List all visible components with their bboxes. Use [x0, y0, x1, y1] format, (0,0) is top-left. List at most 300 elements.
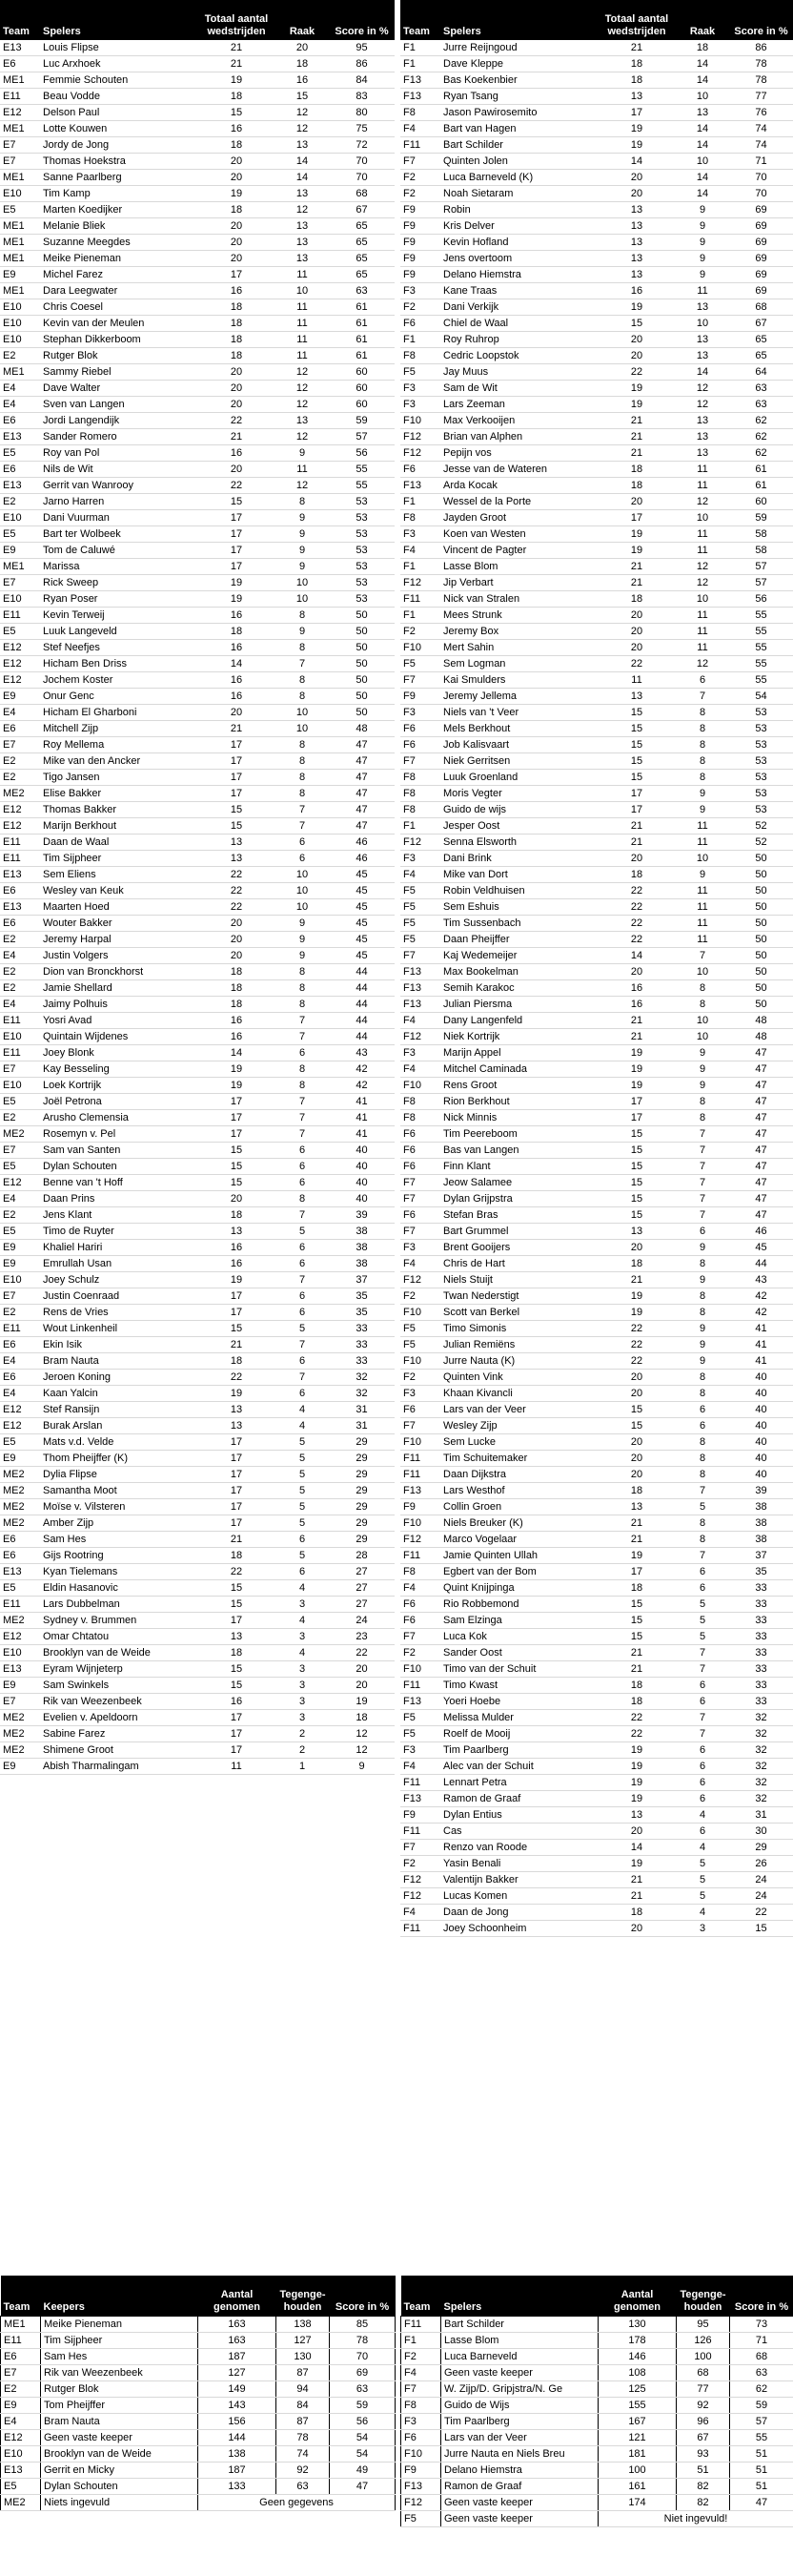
- cell-hits: 63: [276, 2479, 330, 2495]
- cell-name: Wesley Zijp: [440, 1418, 598, 1434]
- cell-name: Dani Vuurman: [40, 510, 197, 526]
- table-row: [0, 1710, 395, 1726]
- table-row: [400, 1207, 793, 1224]
- cell-total: 21: [197, 1532, 275, 1548]
- cell-hits: 8: [275, 1078, 329, 1094]
- table-row: [1, 2317, 396, 2333]
- cell-score: 47: [729, 1110, 793, 1126]
- table-row: [400, 478, 793, 494]
- table-row: [0, 235, 395, 251]
- cell-hits: 7: [275, 1013, 329, 1029]
- cell-name: Emrullah Usan: [40, 1256, 197, 1272]
- cell-name: Amber Zijp: [40, 1515, 197, 1532]
- cell-hits: 9: [275, 543, 329, 559]
- cell-name: Samantha Moot: [40, 1483, 197, 1499]
- cell-name: Tom Pheijffer: [41, 2398, 198, 2414]
- cell-team: F13: [401, 2479, 441, 2495]
- cell-score: 44: [329, 964, 395, 980]
- cell-team: F10: [400, 1305, 440, 1321]
- cell-hits: 6: [275, 1305, 329, 1321]
- cell-team: F7: [400, 1175, 440, 1191]
- cell-team: F11: [400, 1467, 440, 1483]
- cell-hits: 14: [676, 170, 729, 186]
- cell-score: 65: [329, 267, 395, 283]
- cell-score: 12: [329, 1742, 395, 1759]
- cell-score: 47: [729, 1191, 793, 1207]
- cell-hits: 8: [275, 1191, 329, 1207]
- cell-total: 13: [598, 1807, 676, 1824]
- table-row: [1, 2333, 396, 2349]
- cell-team: E6: [0, 413, 40, 429]
- cell-score: 41: [729, 1337, 793, 1353]
- cell-team: F11: [400, 591, 440, 608]
- cell-hits: 5: [275, 1548, 329, 1564]
- cell-hits: 7: [275, 656, 329, 672]
- cell-team: F6: [400, 1207, 440, 1224]
- table-row: [400, 1029, 793, 1045]
- cell-hits: 18: [275, 56, 329, 72]
- cell-team: F5: [400, 1710, 440, 1726]
- cell-hits: 10: [676, 591, 729, 608]
- cell-name: Niels Breuker (K): [440, 1515, 598, 1532]
- cell-team: F11: [401, 2317, 441, 2333]
- cell-score: 23: [329, 1629, 395, 1645]
- cell-score: 63: [329, 283, 395, 299]
- cell-name: Jay Muus: [440, 364, 598, 381]
- cell-score: 50: [329, 608, 395, 624]
- cell-score: 59: [330, 2398, 396, 2414]
- cell-name: Jeremy Harpal: [40, 932, 197, 948]
- cell-team: F2: [400, 170, 440, 186]
- cell-hits: 9: [676, 235, 729, 251]
- cell-score: 38: [329, 1256, 395, 1272]
- table-row: [0, 1370, 395, 1386]
- cell-name: Niets ingevuld: [41, 2495, 198, 2511]
- cell-team: F6: [400, 316, 440, 332]
- cell-team: E2: [0, 964, 40, 980]
- cell-name: Niek Gerritsen: [440, 753, 598, 770]
- cell-team: E2: [0, 753, 40, 770]
- cell-total: 13: [598, 689, 676, 705]
- cell-team: F1: [401, 2333, 441, 2349]
- table-row: [400, 381, 793, 397]
- cell-total: 17: [197, 526, 275, 543]
- cell-total: 18: [197, 1353, 275, 1370]
- cell-team: E9: [0, 267, 40, 283]
- cell-name: Delano Hiemstra: [441, 2463, 599, 2479]
- cell-score: 44: [329, 1013, 395, 1029]
- cell-total: 20: [197, 948, 275, 964]
- cell-score: 53: [729, 753, 793, 770]
- cell-total: 18: [197, 202, 275, 218]
- cell-name: Daan de Jong: [440, 1905, 598, 1921]
- cell-score: 46: [329, 835, 395, 851]
- cell-hits: 7: [275, 1370, 329, 1386]
- cell-team: F10: [400, 413, 440, 429]
- cell-score: 33: [729, 1661, 793, 1678]
- cell-name: Tim Paarlberg: [441, 2414, 599, 2430]
- cell-score: 50: [729, 948, 793, 964]
- cell-name: Bram Nauta: [40, 1353, 197, 1370]
- cell-hits: 5: [676, 1856, 729, 1872]
- cell-name: Tim Sijpheer: [41, 2333, 198, 2349]
- cell-score: 43: [729, 1272, 793, 1288]
- cell-team: E9: [0, 1759, 40, 1775]
- cell-name: Stef Neefjes: [40, 640, 197, 656]
- cell-score: 39: [729, 1483, 793, 1499]
- table-row: [400, 299, 793, 316]
- cell-hits: 8: [676, 1305, 729, 1321]
- cell-score: 9: [329, 1759, 395, 1775]
- cell-name: Loek Kortrijk: [40, 1078, 197, 1094]
- table-row: [400, 1175, 793, 1191]
- table-row: [400, 1483, 793, 1499]
- table-row: [0, 332, 395, 348]
- cell-team: ME1: [0, 364, 40, 381]
- cell-name: Jeow Salamee: [440, 1175, 598, 1191]
- cell-name: Noah Sietaram: [440, 186, 598, 202]
- cell-score: 37: [729, 1548, 793, 1564]
- cell-hits: 13: [676, 348, 729, 364]
- cell-hits: 10: [676, 1029, 729, 1045]
- table-row: [0, 397, 395, 413]
- cell-name: Alec van der Schuit: [440, 1759, 598, 1775]
- cell-team: F8: [400, 1094, 440, 1110]
- cell-score: 46: [329, 851, 395, 867]
- cell-team: E4: [0, 1353, 40, 1370]
- cell-score: 40: [329, 1143, 395, 1159]
- cell-score: 60: [329, 364, 395, 381]
- cell-name: Kaan Yalcin: [40, 1386, 197, 1402]
- cell-hits: 9: [676, 1240, 729, 1256]
- table-row: [400, 964, 793, 980]
- cell-hits: 7: [676, 1191, 729, 1207]
- cell-name: Lasse Blom: [441, 2333, 599, 2349]
- cell-total: 19: [598, 1061, 676, 1078]
- cell-score: 35: [329, 1305, 395, 1321]
- cell-hits: 2: [275, 1726, 329, 1742]
- cell-total: 121: [599, 2430, 677, 2446]
- cell-score: 63: [729, 397, 793, 413]
- cell-name: Khaliel Hariri: [40, 1240, 197, 1256]
- cell-total: 15: [598, 1126, 676, 1143]
- cell-name: Roy Mellema: [40, 737, 197, 753]
- cell-score: 45: [329, 867, 395, 883]
- table-row: [0, 1143, 395, 1159]
- cell-score: 44: [329, 997, 395, 1013]
- cell-team: F9: [401, 2463, 441, 2479]
- cell-name: Jaimy Polhuis: [40, 997, 197, 1013]
- cell-name: Dany Langenfeld: [440, 1013, 598, 1029]
- cell-total: 19: [197, 591, 275, 608]
- table-row: [400, 980, 793, 997]
- cell-total: 19: [598, 1775, 676, 1791]
- cell-score: 32: [729, 1710, 793, 1726]
- cell-name: Mees Strunk: [440, 608, 598, 624]
- cell-name: Thom Pheijffer (K): [40, 1451, 197, 1467]
- cell-hits: 5: [275, 1467, 329, 1483]
- table-row: [400, 1386, 793, 1402]
- cell-hits: 11: [676, 462, 729, 478]
- cell-team: F12: [400, 1888, 440, 1905]
- table-row: [0, 1061, 395, 1078]
- cell-score: 41: [329, 1126, 395, 1143]
- cell-hits: 9: [676, 786, 729, 802]
- cell-team: E2: [0, 494, 40, 510]
- cell-team: F9: [400, 251, 440, 267]
- cell-name: Stefan Bras: [440, 1207, 598, 1224]
- cell-team: F12: [400, 835, 440, 851]
- cell-total: 19: [598, 526, 676, 543]
- cell-team: F7: [400, 1629, 440, 1645]
- cell-score: 50: [729, 932, 793, 948]
- table-row: [401, 2333, 793, 2349]
- table-row: [400, 867, 793, 883]
- cell-team: F3: [400, 851, 440, 867]
- cell-score: 29: [329, 1451, 395, 1467]
- cell-hits: 6: [275, 1256, 329, 1272]
- cell-hits: 9: [676, 251, 729, 267]
- cell-total: 22: [598, 932, 676, 948]
- cell-hits: 14: [676, 56, 729, 72]
- cell-hits: 9: [275, 948, 329, 964]
- table-row: [0, 1597, 395, 1613]
- cell-score: 78: [729, 72, 793, 89]
- cell-hits: 6: [275, 1564, 329, 1580]
- cell-hits: 10: [275, 721, 329, 737]
- cell-hits: 11: [275, 462, 329, 478]
- cell-total: 19: [598, 397, 676, 413]
- cell-team: ME1: [0, 170, 40, 186]
- cell-name: Geen vaste keeper: [441, 2495, 599, 2511]
- header-team: Team: [400, 0, 440, 40]
- cell-team: E7: [0, 1288, 40, 1305]
- cell-name: Lars Dubbelman: [40, 1597, 197, 1613]
- cell-name: Ramon de Graaf: [441, 2479, 599, 2495]
- cell-total: 21: [197, 721, 275, 737]
- cell-team: F11: [400, 1775, 440, 1791]
- cell-hits: 7: [275, 1110, 329, 1126]
- cell-name: Ekin Isik: [40, 1337, 197, 1353]
- cell-hits: 8: [676, 1467, 729, 1483]
- cell-name: Sam Hes: [41, 2349, 198, 2365]
- table-row: [401, 2430, 793, 2446]
- cell-score: 60: [329, 397, 395, 413]
- cell-score: 29: [329, 1483, 395, 1499]
- cell-total: 21: [598, 1661, 676, 1678]
- cell-total: 16: [197, 672, 275, 689]
- cell-total: 20: [197, 218, 275, 235]
- cell-score: 42: [729, 1305, 793, 1321]
- cell-score: 38: [729, 1515, 793, 1532]
- cell-name: Marijn Appel: [440, 1045, 598, 1061]
- cell-total: 18: [598, 591, 676, 608]
- cell-name: Chris Coesel: [40, 299, 197, 316]
- table-row: [400, 1499, 793, 1515]
- table-row: [0, 1564, 395, 1580]
- cell-name: Brent Gooijers: [440, 1240, 598, 1256]
- cell-name: Tigo Jansen: [40, 770, 197, 786]
- cell-team: E11: [0, 89, 40, 105]
- cell-name: Yosri Avad: [40, 1013, 197, 1029]
- cell-hits: 14: [275, 170, 329, 186]
- cell-team: E10: [0, 510, 40, 526]
- table-row: [0, 1029, 395, 1045]
- cell-team: E10: [0, 316, 40, 332]
- cell-team: F9: [400, 689, 440, 705]
- cell-total: 20: [197, 1191, 275, 1207]
- cell-hits: 9: [676, 1337, 729, 1353]
- cell-hits: 13: [676, 332, 729, 348]
- cell-hits: 6: [676, 1824, 729, 1840]
- cell-name: Dara Leegwater: [40, 283, 197, 299]
- cell-team: F4: [400, 1905, 440, 1921]
- cell-name: Gijs Rootring: [40, 1548, 197, 1564]
- cell-team: E11: [0, 835, 40, 851]
- cell-hits: 87: [276, 2365, 330, 2381]
- cell-team: F6: [400, 1143, 440, 1159]
- cell-total: 19: [598, 1742, 676, 1759]
- cell-team: F11: [400, 1451, 440, 1467]
- cell-score: 45: [329, 916, 395, 932]
- table-row: [0, 1759, 395, 1775]
- cell-hits: 7: [275, 818, 329, 835]
- cell-score: 49: [330, 2463, 396, 2479]
- cell-hits: 5: [275, 1451, 329, 1467]
- cell-total: 17: [598, 1110, 676, 1126]
- table-row: [401, 2511, 793, 2527]
- table-row: [0, 267, 395, 283]
- cell-name: Bram Nauta: [41, 2414, 198, 2430]
- cell-score: 29: [329, 1499, 395, 1515]
- cell-hits: 9: [676, 267, 729, 283]
- cell-score: 40: [329, 1191, 395, 1207]
- cell-score: 50: [329, 705, 395, 721]
- cell-hits: 6: [676, 1678, 729, 1694]
- cell-name: Nils de Wit: [40, 462, 197, 478]
- cell-name: Joey Blonk: [40, 1045, 197, 1061]
- cell-total: 15: [197, 1159, 275, 1175]
- cell-team: F2: [401, 2349, 441, 2365]
- cell-score: 40: [729, 1402, 793, 1418]
- cell-team: F10: [400, 1078, 440, 1094]
- cell-team: F8: [400, 1564, 440, 1580]
- cell-score: 52: [729, 818, 793, 835]
- cell-team: E5: [0, 1580, 40, 1597]
- cell-name: Jeroen Koning: [40, 1370, 197, 1386]
- cell-score: 40: [329, 1175, 395, 1191]
- cell-score: 69: [330, 2365, 396, 2381]
- cell-score: 50: [729, 997, 793, 1013]
- cell-hits: 7: [275, 802, 329, 818]
- table-row: [400, 1678, 793, 1694]
- cell-hits: 6: [275, 1175, 329, 1191]
- cell-score: 50: [329, 624, 395, 640]
- cell-team: F10: [400, 640, 440, 656]
- cell-total: 15: [197, 494, 275, 510]
- table-row: [400, 413, 793, 429]
- table-row: [0, 1159, 395, 1175]
- cell-score: 47: [329, 737, 395, 753]
- cell-name: Sem Eliens: [40, 867, 197, 883]
- cell-team: F9: [400, 218, 440, 235]
- cell-total: 19: [598, 381, 676, 397]
- cell-name: Bart Schilder: [441, 2317, 599, 2333]
- cell-total: 17: [197, 1515, 275, 1532]
- cell-hits: 130: [276, 2349, 330, 2365]
- cell-name: Wouter Bakker: [40, 916, 197, 932]
- cell-team: E10: [1, 2446, 41, 2463]
- cell-name: Dani Verkijk: [440, 299, 598, 316]
- cell-score: 55: [329, 462, 395, 478]
- cell-name: Luuk Groenland: [440, 770, 598, 786]
- cell-name: Sanne Paarlberg: [40, 170, 197, 186]
- cell-name: Wessel de la Porte: [440, 494, 598, 510]
- table-row: [400, 251, 793, 267]
- cell-total: 20: [197, 397, 275, 413]
- header-spelers: Spelers: [40, 0, 197, 40]
- cell-hits: 11: [275, 316, 329, 332]
- cell-total: 16: [197, 1029, 275, 1045]
- cell-name: Benne van 't Hoff: [40, 1175, 197, 1191]
- cell-total: 17: [197, 1110, 275, 1126]
- cell-name: Omar Chtatou: [40, 1629, 197, 1645]
- table-row: [0, 510, 395, 526]
- cell-total: 21: [598, 429, 676, 445]
- cell-name: Niels Stuijt: [440, 1272, 598, 1288]
- cell-name: Eyram Wijnjeterp: [40, 1661, 197, 1678]
- cell-hits: 9: [676, 867, 729, 883]
- cell-hits: 138: [276, 2317, 330, 2333]
- cell-total: 13: [598, 218, 676, 235]
- table-row: [0, 1305, 395, 1321]
- table-row: [400, 899, 793, 916]
- cell-total: 163: [198, 2333, 276, 2349]
- table-row: [0, 1742, 395, 1759]
- table-row: [400, 283, 793, 299]
- cell-total: 17: [197, 1434, 275, 1451]
- cell-team: F12: [401, 2495, 441, 2511]
- cell-hits: 13: [275, 218, 329, 235]
- cell-score: 47: [729, 1159, 793, 1175]
- table-row: [0, 1045, 395, 1061]
- cell-hits: 7: [676, 1645, 729, 1661]
- table-row: [0, 1256, 395, 1272]
- cell-team: E2: [1, 2381, 41, 2398]
- table-row: [0, 883, 395, 899]
- cell-score: 18: [329, 1710, 395, 1726]
- cell-score: 53: [729, 705, 793, 721]
- cell-score: 32: [329, 1386, 395, 1402]
- cell-score: 50: [729, 980, 793, 997]
- cell-score: 50: [329, 689, 395, 705]
- table-row: [0, 1483, 395, 1499]
- cell-hits: 4: [676, 1807, 729, 1824]
- cell-team: E12: [0, 1418, 40, 1434]
- cell-name: Maarten Hoed: [40, 899, 197, 916]
- cell-hits: 11: [676, 608, 729, 624]
- table-row: [400, 689, 793, 705]
- cell-team: F10: [401, 2446, 441, 2463]
- cell-hits: 5: [275, 1515, 329, 1532]
- cell-score: 47: [330, 2479, 396, 2495]
- cell-team: F8: [400, 510, 440, 526]
- table-row: [0, 494, 395, 510]
- cell-team: F1: [400, 40, 440, 56]
- table-row: [401, 2365, 793, 2381]
- cell-hits: 18: [676, 40, 729, 56]
- cell-total: 17: [197, 1288, 275, 1305]
